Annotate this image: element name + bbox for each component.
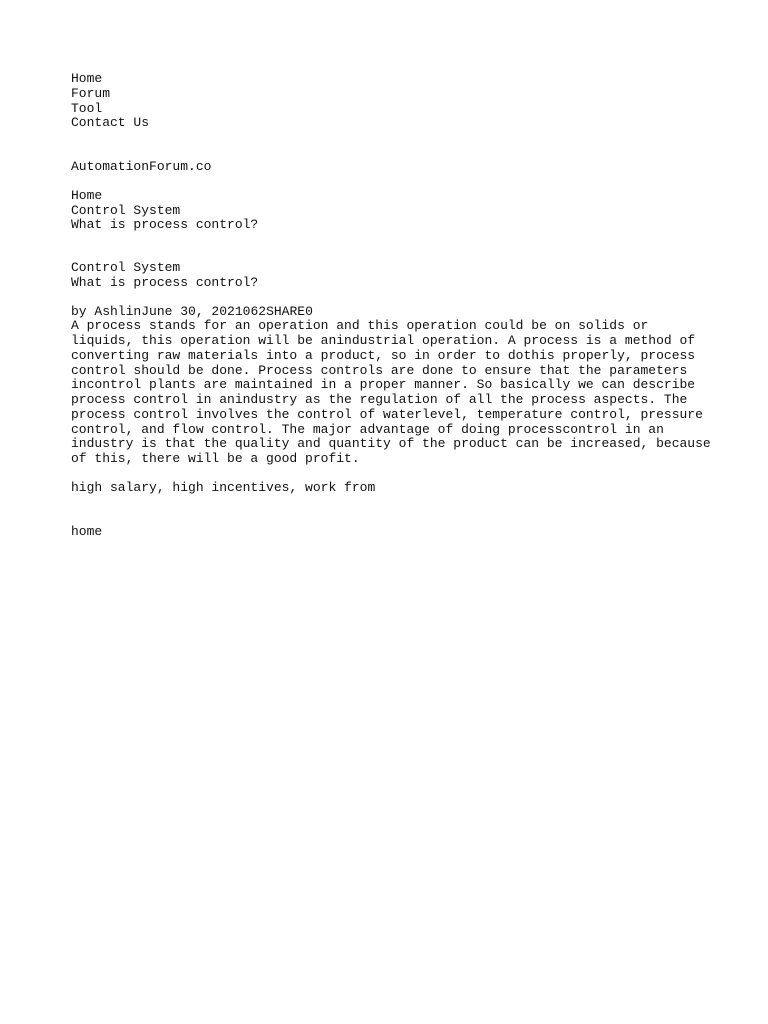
article-title: What is process control? xyxy=(71,274,259,290)
author-link[interactable]: Ashlin xyxy=(94,303,142,319)
page-content xyxy=(71,72,711,539)
ad-text[interactable]: high salary, high incentives, work from xyxy=(71,479,376,495)
breadcrumb-current: What is process control? xyxy=(71,217,259,233)
comment-count[interactable]: 0 xyxy=(242,303,251,319)
article-meta xyxy=(71,305,711,320)
main-nav xyxy=(71,72,711,131)
breadcrumb xyxy=(71,189,711,233)
share-button[interactable]: SHARE xyxy=(266,303,306,319)
breadcrumb-control-system[interactable]: Control System xyxy=(71,202,181,218)
breadcrumb-home[interactable]: Home xyxy=(71,187,103,203)
article-header xyxy=(71,261,711,291)
ad-home-link[interactable]: home xyxy=(71,523,103,539)
site-logo-link[interactable]: AutomationForum.co xyxy=(71,159,212,174)
article-category-link[interactable]: Control System xyxy=(71,260,181,275)
ad-block xyxy=(71,481,711,540)
share-count: 0 xyxy=(305,303,313,319)
article-body: A process stands for an operation and this operation could be on solids or liquids, this operation will be anindustrial operation. A process is a method of converting raw materials into a product, so in order to dothis properly, process control should be done. Process controls are done to ensure that the parameters incontrol plants are maintained in a proper manner. So basically we can describe process control in anindustry as the regulation of all the process aspects. The process control involves the control of waterlevel, temperature control, pressure control, and flow control. The major advantage of doing processcontrol in an industry is that the quality and quantity of the product can be increased, because of this, there will be a good profit. xyxy=(71,318,711,466)
post-date: June 30, 2021 xyxy=(141,303,243,319)
nav-item-tool[interactable]: Tool xyxy=(71,100,103,116)
nav-item-home[interactable]: Home xyxy=(71,71,103,86)
nav-item-forum[interactable]: Forum xyxy=(71,85,111,101)
byline-prefix: by xyxy=(71,303,95,319)
nav-item-contact-us[interactable]: Contact Us xyxy=(71,115,150,131)
view-count: 62 xyxy=(250,303,267,319)
